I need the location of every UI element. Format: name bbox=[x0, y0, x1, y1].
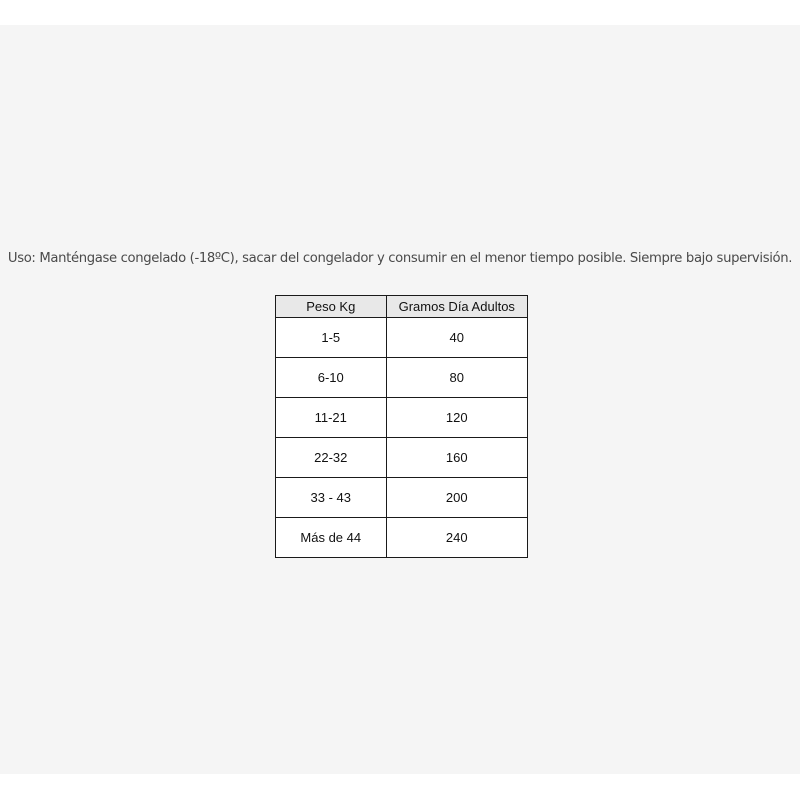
cell-weight: 1-5 bbox=[276, 318, 387, 358]
cell-weight: 22-32 bbox=[276, 438, 387, 478]
cell-grams: 120 bbox=[386, 398, 527, 438]
header-weight: Peso Kg bbox=[276, 296, 387, 318]
cell-grams: 40 bbox=[386, 318, 527, 358]
cell-weight: 6-10 bbox=[276, 358, 387, 398]
feeding-table bbox=[275, 295, 528, 558]
cell-grams: 80 bbox=[386, 358, 527, 398]
cell-grams: 240 bbox=[386, 518, 527, 558]
usage-note: Uso: Manténgase congelado (-18ºC), sacar del congelador y consumir en el menor tiempo posible. Siempre bajo supervisión. bbox=[7, 251, 793, 266]
table-row bbox=[276, 478, 528, 518]
table-row bbox=[276, 518, 528, 558]
table-row bbox=[276, 318, 528, 358]
table-row bbox=[276, 398, 528, 438]
table-header-row bbox=[276, 296, 528, 318]
header-grams: Gramos Día Adultos bbox=[386, 296, 527, 318]
cell-grams: 200 bbox=[386, 478, 527, 518]
cell-grams: 160 bbox=[386, 438, 527, 478]
cell-weight: Más de 44 bbox=[276, 518, 387, 558]
table-row bbox=[276, 438, 528, 478]
cell-weight: 11-21 bbox=[276, 398, 387, 438]
table-row bbox=[276, 358, 528, 398]
cell-weight: 33 - 43 bbox=[276, 478, 387, 518]
